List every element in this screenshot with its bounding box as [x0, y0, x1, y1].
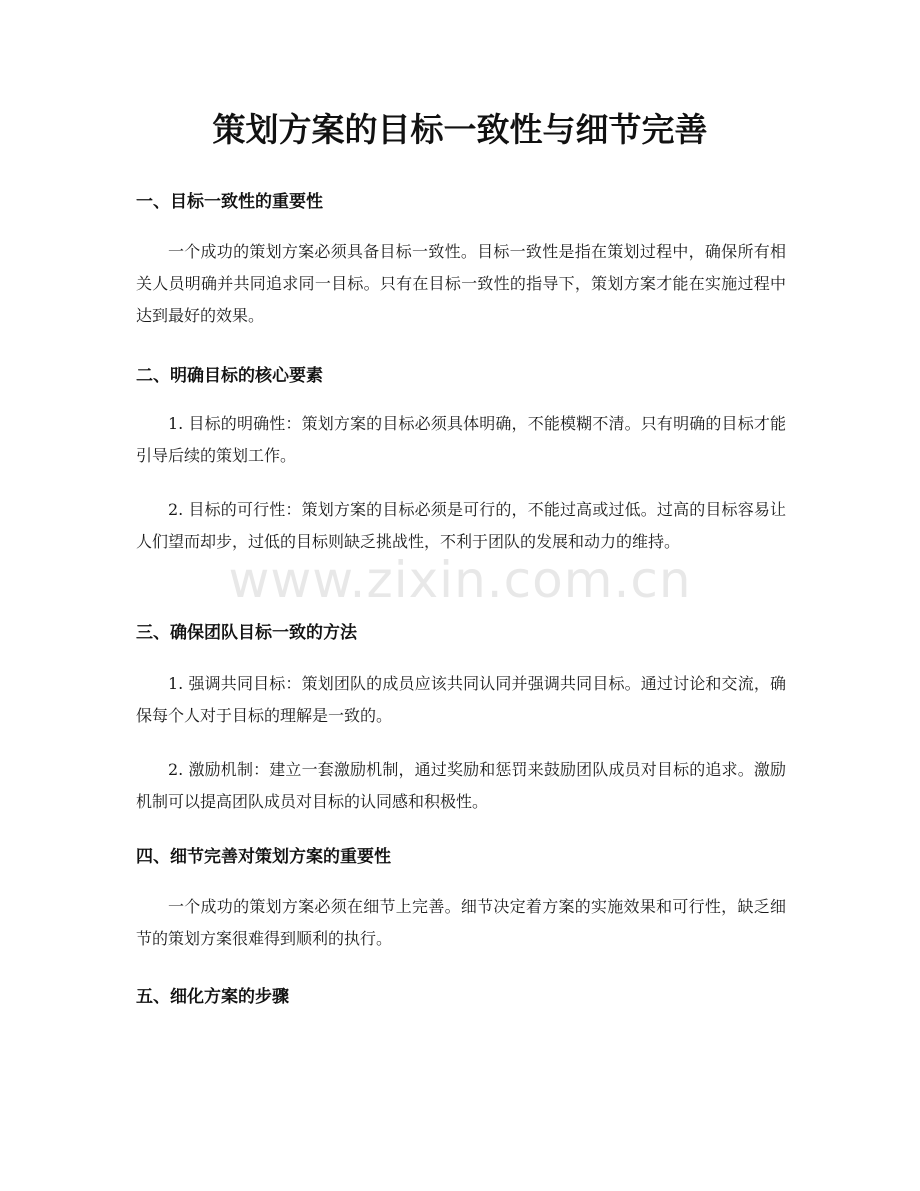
section-heading-3: 三、确保团队目标一致的方法 — [136, 623, 357, 643]
document-title: 策划方案的目标一致性与细节完善 — [212, 110, 708, 149]
watermark: www.zixin.com.cn — [228, 551, 692, 609]
section-heading-4: 四、细节完善对策划方案的重要性 — [136, 847, 391, 867]
section-heading-5: 五、细化方案的步骤 — [136, 987, 289, 1007]
section-2-paragraph-2: 2. 目标的可行性：策划方案的目标必须是可行的，不能过高或过低。过高的目标容易让人们望而却步，过低的目标则缺乏挑战性，不利于团队的发展和动力的维持。 — [136, 500, 786, 551]
section-heading-2: 二、明确目标的核心要素 — [136, 366, 323, 386]
section-4-paragraph-1: 一个成功的策划方案必须在细节上完善。细节决定着方案的实施效果和可行性，缺乏细节的策划方案很难得到顺利的执行。 — [136, 897, 786, 948]
section-2-paragraph-1: 1. 目标的明确性：策划方案的目标必须具体明确，不能模糊不清。只有明确的目标才能引导后续的策划工作。 — [136, 414, 786, 465]
section-1-paragraph-1: 一个成功的策划方案必须具备目标一致性。目标一致性是指在策划过程中，确保所有相关人员明确并共同追求同一目标。只有在目标一致性的指导下，策划方案才能在实施过程中达到最好的效果。 — [136, 242, 786, 325]
section-heading-1: 一、目标一致性的重要性 — [136, 192, 323, 212]
section-3-paragraph-2: 2. 激励机制：建立一套激励机制，通过奖励和惩罚来鼓励团队成员对目标的追求。激励机制可以提高团队成员对目标的认同感和积极性。 — [136, 760, 786, 811]
section-3-paragraph-1: 1. 强调共同目标：策划团队的成员应该共同认同并强调共同目标。通过讨论和交流，确保每个人对于目标的理解是一致的。 — [136, 674, 786, 725]
